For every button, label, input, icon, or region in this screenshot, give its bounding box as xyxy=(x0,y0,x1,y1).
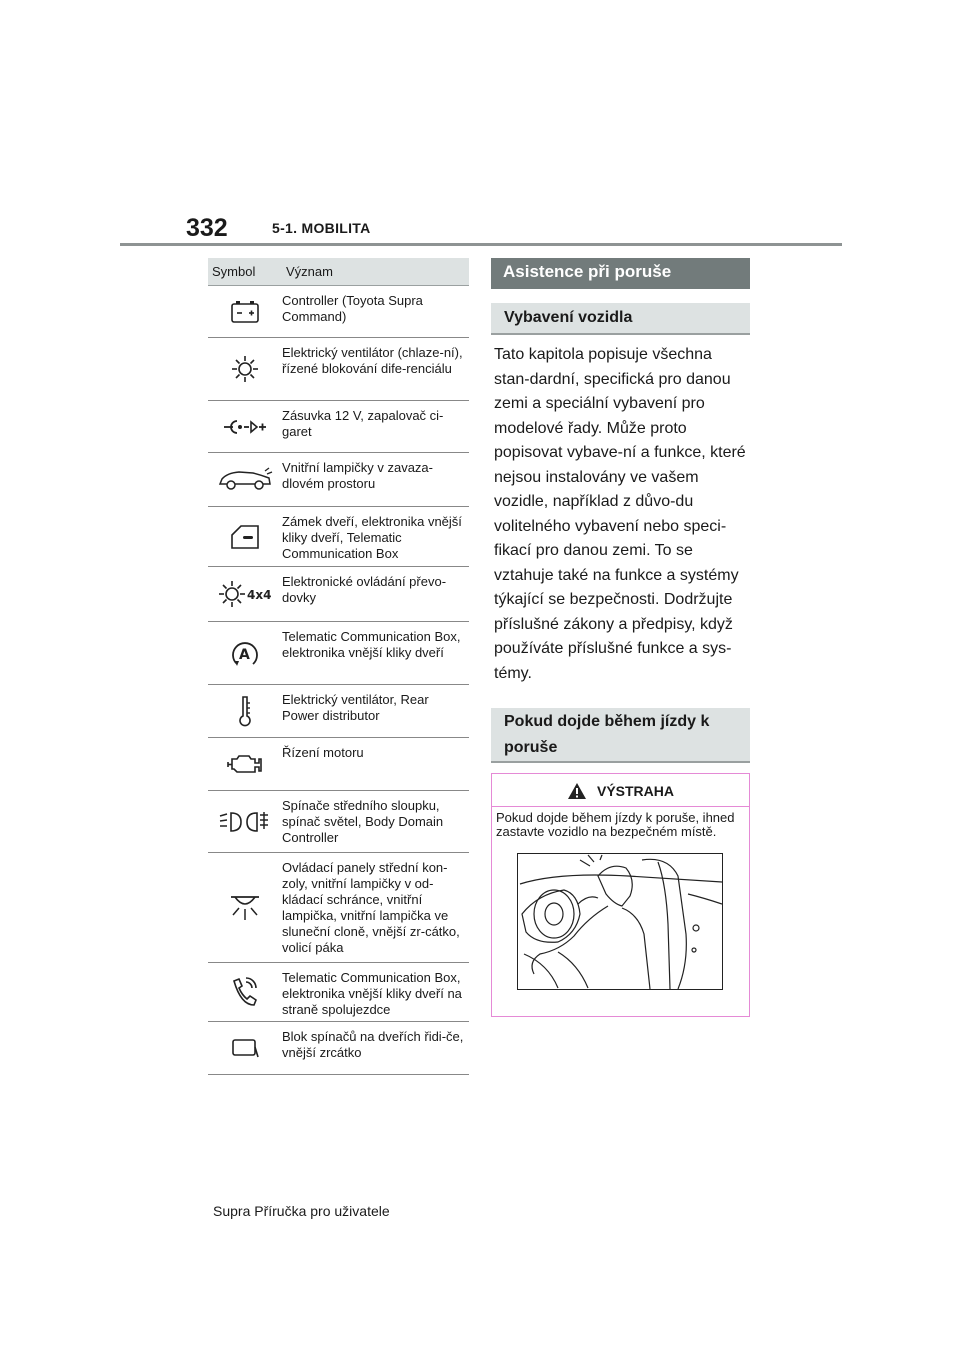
warning-triangle-icon xyxy=(567,782,587,800)
svg-text:A: A xyxy=(239,647,250,663)
row-meaning: Telematic Communication Box, elektronika vnější kliky dveří xyxy=(282,629,461,660)
warning-header xyxy=(492,774,749,807)
interior-light-icon xyxy=(208,853,282,962)
right-column xyxy=(491,258,750,1017)
table-row xyxy=(208,853,469,963)
header-rule xyxy=(120,243,842,246)
thermometer-icon xyxy=(208,685,282,737)
row-meaning: Zámek dveří, elektronika vnější kliky dveří, Telematic Communication Box xyxy=(282,514,462,561)
door-switch-icon xyxy=(208,1022,282,1074)
table-row xyxy=(208,738,469,791)
auto-a-icon xyxy=(208,622,282,684)
table-row xyxy=(208,622,469,685)
table-row xyxy=(208,1022,469,1075)
warning-title: VÝSTRAHA xyxy=(596,783,674,799)
col-symbol-header: Symbol xyxy=(212,264,256,279)
col-meaning-header: Význam xyxy=(286,264,333,279)
row-meaning: Zásuvka 12 V, zapalovač ci-garet xyxy=(282,408,444,439)
table-row xyxy=(208,507,469,567)
table-row xyxy=(208,685,469,738)
table-row xyxy=(208,286,469,338)
warning-box xyxy=(491,773,750,1017)
subheading-equipment: Vybavení vozidla xyxy=(491,303,750,335)
headlight-icon xyxy=(208,791,282,852)
transfer-4x4-icon xyxy=(208,567,282,621)
table-row xyxy=(208,791,469,853)
engine-icon xyxy=(208,738,282,790)
row-meaning: Elektronické ovládání převo-dovky xyxy=(282,574,447,605)
car-trunk-icon xyxy=(208,453,282,506)
heading-assist: Asistence při poruše xyxy=(491,258,750,289)
row-meaning: Elektrický ventilátor (chlaze-ní), řízené blokování dife-renciálu xyxy=(282,345,463,376)
table-row xyxy=(208,338,469,401)
warning-text: Pokud dojde během jízdy k poruše, ihned zastavte vozidlo na bezpečném místě. xyxy=(496,810,735,839)
subheading-breakdown: Pokud dojde během jízdy k poruše xyxy=(491,708,750,763)
section-title: 5-1. MOBILITA xyxy=(272,220,371,236)
table-row xyxy=(208,401,469,453)
controller-icon xyxy=(208,286,282,337)
row-meaning: Vnitřní lampičky v zavaza-dlovém prostoru xyxy=(282,460,433,491)
row-meaning: Spínače středního sloupku, spínač světel, Body Domain Controller xyxy=(282,798,444,845)
row-meaning: Ovládací panely střední kon-zoly, vnitřní lampičky v od-kládací schránce, vnitřní lampička, vnitřní lampička ve sluneční cloně, vnější zr-cátko, volicí páka xyxy=(282,860,460,955)
table-row xyxy=(208,963,469,1022)
door-handle-icon xyxy=(208,507,282,566)
table-header xyxy=(208,258,469,286)
body-paragraph: Tato kapitola popisuje všechna stan-dardní, specifická pro danou zemi a speciální vybavení pro modelové řady. Může proto popisovat vybave-ní a funkce, které nejsou instalovány ve vašem vozidle, například z důvo-du volitelného vybavení nebo speci-fikací pro danou zemi. To se vztahuje také na funkce a systémy týkající se bezpečnosti. Dodržujte příslušné zákony a předpisy, když používáte příslušné funkce a sys-témy. xyxy=(494,346,746,682)
row-meaning: Elektrický ventilátor, Rear Power distributor xyxy=(282,692,429,723)
row-meaning: Blok spínačů na dveřích řidi-če, vnější zrcátko xyxy=(282,1029,464,1060)
svg-text:4x4: 4x4 xyxy=(247,588,271,602)
page-number: 332 xyxy=(186,214,228,242)
driver-illustration xyxy=(517,853,723,990)
row-meaning: Telematic Communication Box, elektronika vnější kliky dveří na straně spolujezdce xyxy=(282,970,462,1017)
phone-signal-icon xyxy=(208,963,282,1021)
footer: Supra Příručka pro uživatele xyxy=(213,1203,390,1219)
row-meaning: Řízení motoru xyxy=(282,745,364,760)
table-row xyxy=(208,567,469,622)
cooling-fan-icon xyxy=(208,338,282,400)
table-row xyxy=(208,453,469,507)
socket-12v-icon xyxy=(208,401,282,452)
symbol-table xyxy=(208,258,469,1075)
row-meaning: Controller (Toyota Supra Command) xyxy=(282,293,423,324)
